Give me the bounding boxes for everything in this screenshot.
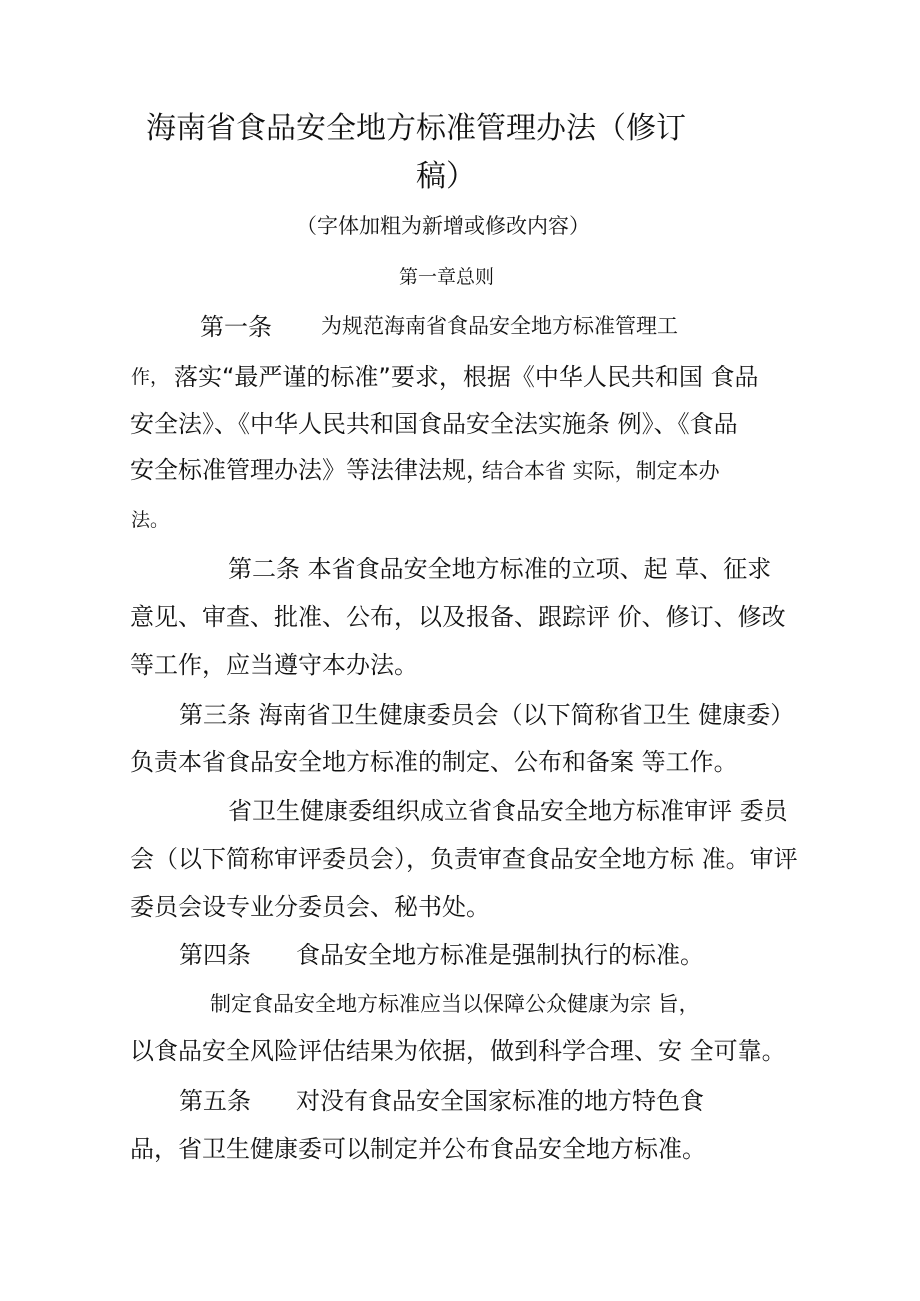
article-3-line-2: 负责本省食品安全地方标准的制定、公布和备案 等工作。 — [130, 748, 738, 776]
article-1-label: 第一条 — [200, 313, 272, 341]
article-3-paragraph-2-line-1: 省卫生健康委组织成立省食品安全地方标准审评 委员 — [228, 797, 788, 825]
article-5-line-2: 品，省卫生健康委可以制定并公布食品安全地方标准。 — [130, 1135, 706, 1163]
article-4-paragraph-2-line-2: 以食品安全风险评估结果为依据，做到科学合理、安 全可靠。 — [130, 1037, 786, 1065]
article-1-line-1: 为规范海南省食品安全地方标准管理工 — [321, 314, 678, 338]
article-2-line-3: 等工作，应当遵守本办法。 — [130, 651, 418, 679]
chapter-heading: 第一章总则 — [399, 266, 495, 288]
article-1-line-5: 法。 — [131, 509, 170, 531]
article-5-line-1: 对没有食品安全国家标准的地方特色食 — [296, 1087, 704, 1115]
article-1-line-4-suffix: 结合本省 实际，制定本办 — [482, 459, 720, 483]
article-4-label: 第四条 — [179, 941, 251, 969]
document-title-line-1: 海南省食品安全地方标准管理办法（修订 — [146, 111, 686, 146]
article-2-line-1: 第二条 本省食品安全地方标准的立项、起 草、征求 — [228, 555, 772, 583]
document-subtitle: （字体加粗为新增或修改内容） — [296, 214, 590, 238]
article-2-line-2: 意见、审查、批准、公布，以及报备、跟踪评 价、修订、修改 — [130, 603, 786, 631]
article-3-line-1: 第三条 海南省卫生健康委员会（以下简称省卫生 健康委） — [179, 701, 795, 729]
article-1-line-3: 安全法》、《中华人民共和国食品安全法实施条 例》、《食品 — [130, 410, 738, 438]
article-1-line-4: 安全标准管理办法》等法律法规， — [130, 456, 490, 484]
article-5-label: 第五条 — [179, 1087, 251, 1115]
article-4-paragraph-2-line-1: 制定食品安全地方标准应当以保障公众健康为宗 旨， — [210, 992, 700, 1016]
article-3-paragraph-2-line-3: 委员会设专业分委员会、秘书处。 — [130, 893, 490, 921]
article-1-line-2: 落实“最严谨的标准”要求，根据《中华人民共和国 食品 — [174, 363, 759, 391]
article-3-paragraph-2-line-2: 会（以下简称审评委员会），负责审查食品安全地方标 准。审评 — [130, 845, 798, 873]
article-1-line-2-prefix: 作， — [131, 366, 170, 388]
document-title-line-2: 稿） — [416, 159, 476, 194]
article-4-line-1: 食品安全地方标准是强制执行的标准。 — [296, 941, 704, 969]
